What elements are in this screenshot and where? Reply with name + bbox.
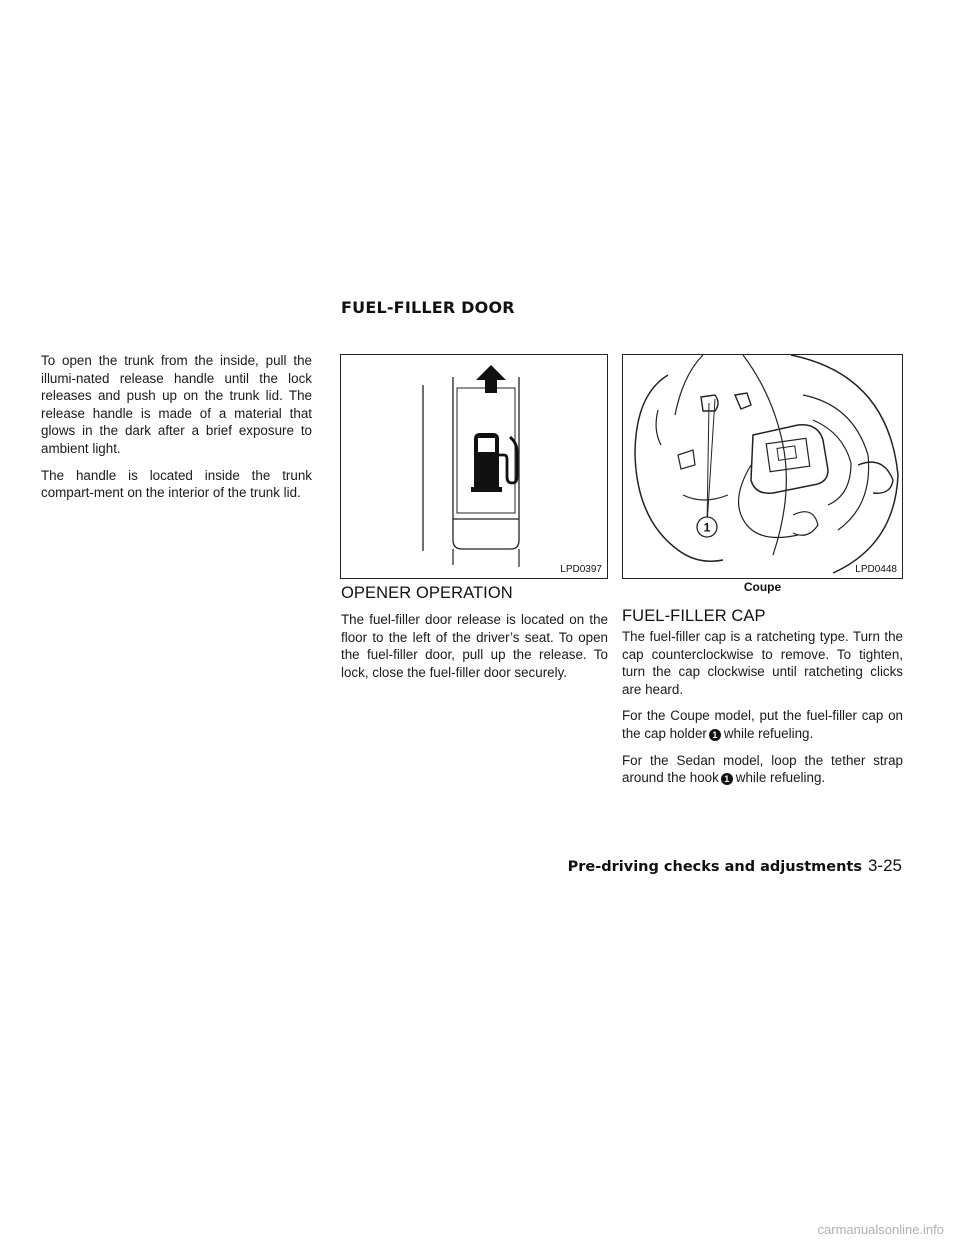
opener-heading: OPENER OPERATION [341, 584, 513, 602]
paragraph [622, 707, 903, 742]
fuel-pump-icon [471, 433, 517, 492]
cap-holder-illustration [623, 355, 903, 579]
figure-code: LPD0448 [855, 564, 897, 575]
cap-text [622, 628, 903, 796]
figure-caption: Coupe [743, 580, 782, 594]
figure-release-handle [340, 354, 608, 579]
chapter-title: Pre-driving checks and adjustments [567, 859, 862, 875]
callout-label: 1 [703, 520, 711, 535]
figure-code: LPD0397 [560, 564, 602, 575]
text-run: while refueling. [723, 725, 814, 741]
callout-marker: 1 [709, 729, 721, 741]
cap-heading: FUEL-FILLER CAP [622, 607, 766, 625]
paragraph: To open the trunk from the inside, pull the illumi-nated release handle until the lock releases and push up on the trunk lid. The release handle is made of a material that glows in the dark after a brief exposure to ambient light. [41, 353, 312, 456]
watermark: carmanualsonline.info [817, 1222, 944, 1237]
arrow-up-icon [476, 365, 506, 393]
text-run: For the Sedan model, loop the tether strap around the hook [622, 752, 903, 786]
release-handle-illustration [341, 355, 608, 579]
paragraph: The fuel-filler door release is located on the floor to the left of the driver’s seat. To open the fuel-filler door, pull up the release. To lock, close the fuel-filler door securely. [341, 612, 608, 680]
text-run: while refueling. [735, 770, 826, 786]
figure-cap-holder [622, 354, 903, 579]
section-title: FUEL-FILLER DOOR [341, 298, 515, 317]
text-run: For the Coupe model, put the fuel-filler cap on the cap holder [622, 708, 903, 741]
paragraph: The handle is located inside the trunk compart-ment on the interior of the trunk lid. [41, 467, 312, 501]
page-number: 3-25 [867, 856, 902, 875]
opener-text [341, 611, 608, 690]
paragraph [622, 752, 903, 787]
page-footer [568, 856, 902, 876]
trunk-release-text [41, 352, 312, 511]
callout-marker: 1 [721, 773, 733, 785]
paragraph: The fuel-filler cap is a ratcheting type. Turn the cap counterclockwise to remove. To tighten, turn the cap clockwise until ratcheting clicks are heard. [622, 629, 903, 697]
